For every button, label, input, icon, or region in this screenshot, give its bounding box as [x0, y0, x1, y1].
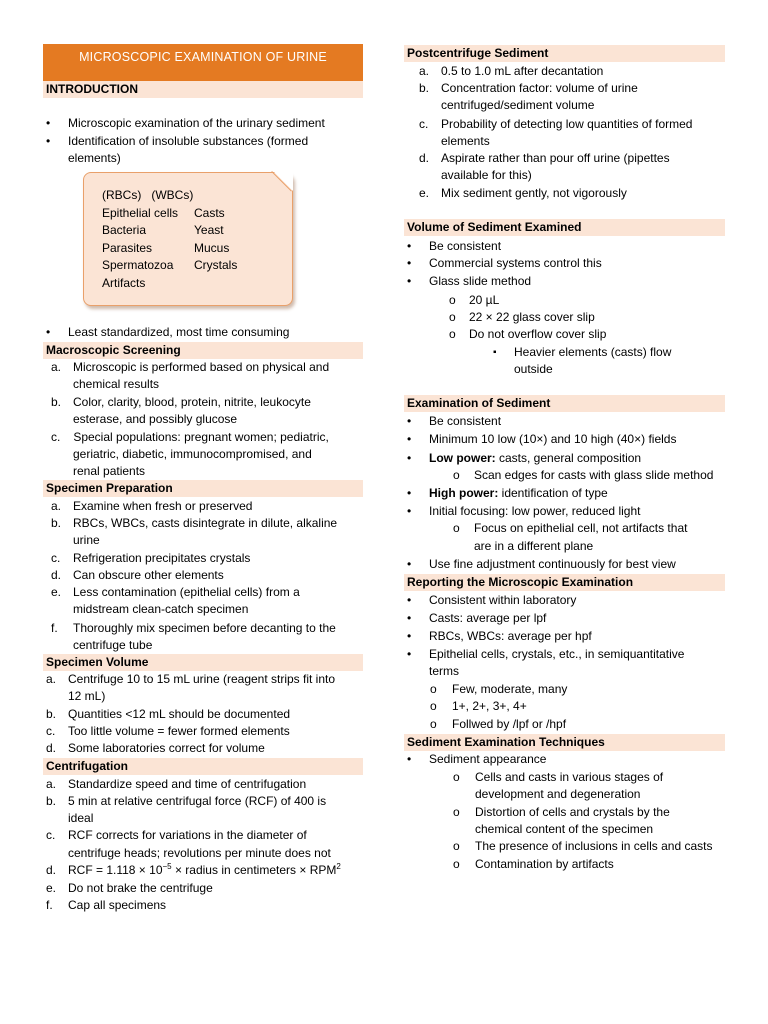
list-item-cont: 12 mL) — [68, 689, 106, 703]
sub-bullet: o — [453, 839, 460, 853]
bullet: • — [46, 325, 51, 339]
bullet: • — [46, 134, 51, 148]
intro-last-bullet: Least standardized, most time consuming — [68, 325, 290, 339]
square-bullet-item-cont: outside — [514, 362, 553, 376]
sub-bullet-item: Contamination by artifacts — [475, 857, 614, 871]
heading-macroscopic-screening: Macroscopic Screening — [43, 342, 363, 359]
bullet-item: Consistent within laboratory — [429, 593, 577, 607]
list-marker: b. — [51, 516, 62, 530]
high-power-text: identification of type — [498, 486, 608, 500]
sub-bullet-item: 22 × 22 glass cover slip — [469, 310, 595, 324]
bullet: • — [407, 611, 412, 625]
bullet-item: Be consistent — [429, 414, 502, 428]
square-bullet: ▪ — [493, 347, 497, 358]
sub-bullet-item: Focus on epithelial cell, not artifacts that — [474, 521, 688, 535]
list-item: Quantities <12 mL should be documented — [68, 707, 291, 721]
bullet-item: Epithelial cells, crystals, etc., in semiquantitative — [429, 647, 685, 661]
list-item: Concentration factor: volume of urine — [441, 81, 638, 95]
sub-bullet-item-cont: chemical content of the specimen — [475, 822, 654, 836]
bullet: • — [407, 629, 412, 643]
list-marker: b. — [419, 81, 430, 95]
list-marker: e. — [46, 881, 57, 895]
list-item: Probability of detecting low quantities of formed — [441, 117, 693, 131]
sub-bullet-item: Scan edges for casts with glass slide method — [474, 468, 714, 482]
list-item: Standardize speed and time of centrifugation — [68, 777, 307, 791]
list-item-cont: centrifuge heads; revolutions per minute does not — [68, 846, 331, 860]
bullet: • — [46, 116, 51, 130]
sub-bullet-item-cont: development and degeneration — [475, 787, 641, 801]
box-item: Casts — [194, 206, 225, 220]
sub-bullet: o — [430, 682, 437, 696]
intro-bullet-2: Identification of insoluble substances (formed — [68, 134, 309, 148]
list-item-cont: centrifuge tube — [73, 638, 153, 652]
list-marker: b. — [46, 707, 57, 721]
low-power-label: Low power: — [429, 451, 496, 465]
bullet: • — [407, 256, 412, 270]
box-item: Bacteria — [102, 223, 147, 237]
bullet: • — [407, 239, 412, 253]
sub-bullet: o — [430, 717, 437, 731]
list-item: Some laboratories correct for volume — [68, 741, 265, 755]
rcf-formula — [68, 862, 341, 879]
sub-bullet-item: Cells and casts in various stages of — [475, 770, 664, 784]
rcf-formula-part1: RCF = 1.118 × 10 — [68, 863, 163, 877]
high-power-label: High power: — [429, 486, 499, 500]
list-item: Less contamination (epithelial cells) from a — [73, 585, 300, 599]
list-item-cont: ideal — [68, 811, 94, 825]
list-item: RCF corrects for variations in the diameter of — [68, 828, 307, 842]
bullet: • — [407, 504, 412, 518]
bullet: • — [407, 486, 412, 500]
bullet-item: Commercial systems control this — [429, 256, 602, 270]
heading-postcentrifuge-sediment: Postcentrifuge Sediment — [404, 45, 725, 62]
list-marker: a. — [51, 360, 62, 374]
rcf-exponent: −5 — [162, 862, 172, 871]
heading-sediment-examination-techniques: Sediment Examination Techniques — [404, 734, 725, 751]
list-item-cont: chemical results — [73, 377, 160, 391]
list-marker: d. — [46, 863, 57, 877]
bullet-item: RBCs, WBCs: average per hpf — [429, 629, 592, 643]
list-item: 5 min at relative centrifugal force (RCF) of 400 is — [68, 794, 327, 808]
list-marker: c. — [46, 724, 56, 738]
list-marker: c. — [46, 828, 56, 842]
list-item: Aspirate rather than pour off urine (pipettes — [441, 151, 670, 165]
heading-specimen-volume: Specimen Volume — [43, 654, 363, 671]
sub-bullet-item: Distortion of cells and crystals by the — [475, 805, 670, 819]
sub-bullet: o — [453, 521, 460, 535]
list-item: Microscopic is performed based on physical and — [73, 360, 330, 374]
list-marker: a. — [419, 64, 430, 78]
bullet: • — [407, 647, 412, 661]
bullet-item: Glass slide method — [429, 274, 532, 288]
sub-bullet: o — [449, 293, 456, 307]
heading-centrifugation: Centrifugation — [43, 758, 363, 775]
box-row-rbc-wbc: (RBCs) (WBCs) — [102, 188, 194, 202]
sub-bullet-item: Do not overflow cover slip — [469, 327, 607, 341]
sub-bullet: o — [449, 327, 456, 341]
bullet-item: Minimum 10 low (10×) and 10 high (40×) fields — [429, 432, 677, 446]
bullet: • — [407, 432, 412, 446]
sub-bullet: o — [453, 857, 460, 871]
list-item: RBCs, WBCs, casts disintegrate in dilute, alkaline — [73, 516, 338, 530]
sub-bullet: o — [449, 310, 456, 324]
list-item-cont: elements — [441, 134, 490, 148]
list-item-cont: available for this) — [441, 168, 532, 182]
bullet-item: Casts: average per lpf — [429, 611, 547, 625]
page-title: MICROSCOPIC EXAMINATION OF URINE — [43, 44, 363, 81]
square-bullet-item: Heavier elements (casts) flow — [514, 345, 672, 359]
box-item: Crystals — [194, 258, 238, 272]
sub-bullet-item: Follwed by /lpf or /hpf — [452, 717, 567, 731]
list-item: Do not brake the centrifuge — [68, 881, 213, 895]
intro-bullet-1: Microscopic examination of the urinary sediment — [68, 116, 325, 130]
intro-bullet-2-cont: elements) — [68, 151, 121, 165]
bullet: • — [407, 414, 412, 428]
heading-reporting-microscopic-examination: Reporting the Microscopic Examination — [404, 574, 725, 591]
list-item: Centrifuge 10 to 15 mL urine (reagent strips fit into — [68, 672, 336, 686]
sub-bullet: o — [430, 699, 437, 713]
bullet: • — [407, 752, 412, 766]
list-marker: c. — [419, 117, 429, 131]
bullet-item — [429, 485, 608, 502]
rpm-exponent: 2 — [336, 862, 341, 871]
list-item-cont: midstream clean-catch specimen — [73, 602, 249, 616]
list-marker: f. — [51, 621, 58, 635]
bullet-item: Use fine adjustment continuously for best view — [429, 557, 676, 571]
box-folded-corner — [273, 171, 293, 191]
box-item: Yeast — [194, 223, 224, 237]
sub-bullet-item: Few, moderate, many — [452, 682, 568, 696]
bullet-item: Initial focusing: low power, reduced light — [429, 504, 641, 518]
bullet-item-cont: terms — [429, 664, 459, 678]
list-marker: a. — [46, 777, 57, 791]
low-power-text: casts, general composition — [495, 451, 642, 465]
list-item: Examine when fresh or preserved — [73, 499, 253, 513]
bullet-item: Be consistent — [429, 239, 502, 253]
list-item-cont: centrifuged/sediment volume — [441, 98, 595, 112]
bullet-item: Sediment appearance — [429, 752, 547, 766]
heading-examination-of-sediment: Examination of Sediment — [404, 395, 725, 412]
list-marker: d. — [419, 151, 430, 165]
list-marker: d. — [46, 741, 57, 755]
box-item: Artifacts — [102, 276, 146, 290]
box-item: Epithelial cells — [102, 206, 179, 220]
list-item: Thoroughly mix specimen before decanting to the — [73, 621, 336, 635]
bullet: • — [407, 274, 412, 288]
sub-bullet: o — [453, 770, 460, 784]
bullet: • — [407, 557, 412, 571]
list-item: Cap all specimens — [68, 898, 167, 912]
box-item: Spermatozoa — [102, 258, 174, 272]
heading-specimen-preparation: Specimen Preparation — [43, 480, 363, 497]
list-marker: a. — [46, 672, 57, 686]
sub-bullet: o — [453, 468, 460, 482]
bullet-item — [429, 450, 641, 467]
list-marker: b. — [51, 395, 62, 409]
list-item-cont: urine — [73, 533, 100, 547]
heading-introduction: INTRODUCTION — [43, 81, 363, 98]
rcf-formula-part2: × radius in centimeters × RPM — [171, 863, 337, 877]
list-item: Mix sediment gently, not vigorously — [441, 186, 627, 200]
list-marker: f. — [46, 898, 53, 912]
list-item-cont: esterase, and possibly glucose — [73, 412, 238, 426]
sub-bullet: o — [453, 805, 460, 819]
list-item: Color, clarity, blood, protein, nitrite, leukocyte — [73, 395, 311, 409]
bullet: • — [407, 593, 412, 607]
sub-bullet-item: The presence of inclusions in cells and casts — [475, 839, 713, 853]
list-item: 0.5 to 1.0 mL after decantation — [441, 64, 604, 78]
list-item-cont: geriatric, diabetic, immunocompromised, and — [73, 447, 312, 461]
list-item: Refrigeration precipitates crystals — [73, 551, 251, 565]
list-marker: e. — [419, 186, 430, 200]
list-item: Special populations: pregnant women; pediatric, — [70, 430, 329, 444]
box-item: Parasites — [102, 241, 153, 255]
list-marker: a. — [51, 499, 62, 513]
sub-bullet-item: 20 µL — [469, 293, 500, 307]
heading-volume-of-sediment-examined: Volume of Sediment Examined — [404, 219, 725, 236]
list-marker: d. — [51, 568, 62, 582]
box-item: Mucus — [194, 241, 230, 255]
bullet: • — [407, 451, 412, 465]
list-marker: c. — [51, 551, 61, 565]
sub-bullet-item: 1+, 2+, 3+, 4+ — [452, 699, 527, 713]
sub-bullet-item-cont: are in a different plane — [474, 539, 594, 553]
list-marker: b. — [46, 794, 57, 808]
list-item: Can obscure other elements — [73, 568, 224, 582]
list-marker: c. — [51, 430, 61, 444]
list-item-cont: renal patients — [73, 464, 146, 478]
list-item: Too little volume = fewer formed elements — [68, 724, 290, 738]
list-marker: e. — [51, 585, 62, 599]
